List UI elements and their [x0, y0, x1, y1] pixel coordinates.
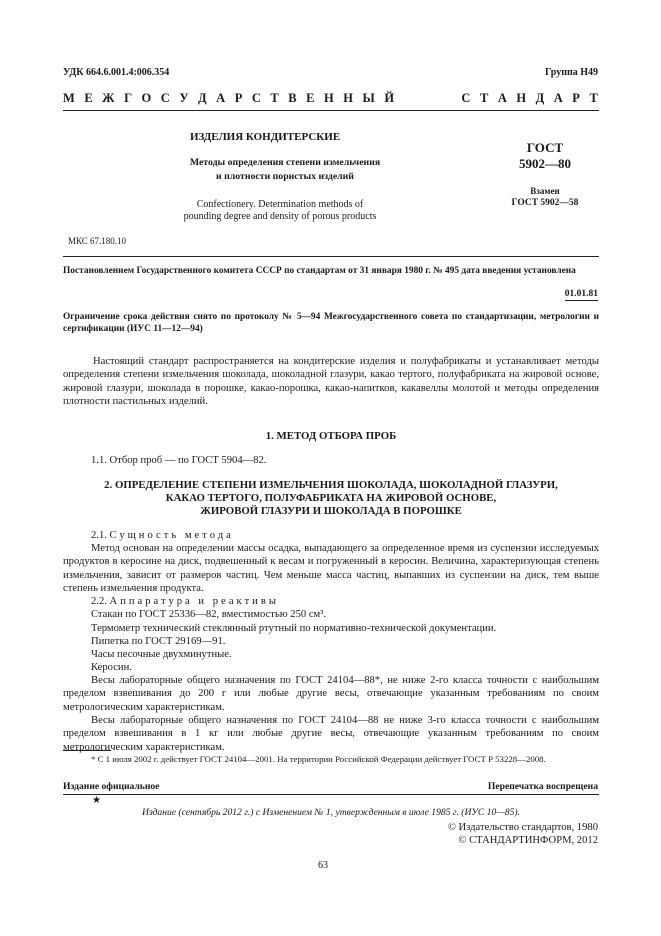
- apparatus-item: Пипетка по ГОСТ 29169—91.: [91, 636, 226, 647]
- section-2-2-number: 2.2.: [91, 596, 107, 607]
- gost-label: ГОСТ: [526, 140, 564, 155]
- section-2-1-text: Метод основан на определении массы осадка, выпадающего за определенное время из суспензии исследуемых продуктов в керосине на диск, подвешенный к весам и погруженный в керосин. Величина, характеризующая степень измельчения, зависит от размеров частиц. Чем меньше масса частиц, выпавших из суспензии на диск, тем выше степень измельчения продукта.: [63, 543, 599, 595]
- section-2-1-heading: [91, 529, 234, 542]
- apparatus-item: Керосин.: [91, 662, 132, 673]
- star-icon: ★: [92, 795, 101, 806]
- english-title-line-2: pounding degree and density of porous products: [183, 211, 377, 222]
- section-2-heading-line-2: КАКАО ТЕРТОГО, ПОЛУФАБРИКАТА НА ЖИРОВОЙ ОСНОВЕ,: [165, 492, 497, 504]
- apparatus-item: Часы песочные двухминутные.: [91, 649, 232, 660]
- decree-text: Постановлением Государственного комитета СССР по стандартам от 31 января 1980 г. № 495 дата введения установлена: [63, 266, 576, 276]
- section-2-1-title: Сущность метода: [109, 530, 234, 541]
- edition-note: Издание (сентябрь 2012 г.) с Изменением № 1, утвержденным в июле 1985 г. (ИУС 10—85).: [142, 807, 520, 818]
- apparatus-item: Стакан по ГОСТ 25336—82, вместимостью 250 см³.: [91, 609, 327, 620]
- section-2-heading-line-1: 2. ОПРЕДЕЛЕНИЕ СТЕПЕНИ ИЗМЕЛЬЧЕНИЯ ШОКОЛАДА, ШОКОЛАДНОЙ ГЛАЗУРИ,: [104, 479, 558, 491]
- decree-date: 01.01.81: [564, 289, 598, 299]
- copyright-1980: © Издательство стандартов, 1980: [447, 822, 598, 833]
- english-title-line-1: Confectionery. Determination methods of: [196, 199, 364, 210]
- section-1-heading: 1. МЕТОД ОТБОРА ПРОБ: [265, 430, 397, 442]
- section-2-1-number: 2.1.: [91, 530, 107, 541]
- section-2-heading-line-3: ЖИРОВОЙ ГЛАЗУРИ И ШОКОЛАДА В ПОРОШКЕ: [200, 505, 462, 517]
- udk-code: УДК 664.6.001.4:006.354: [63, 67, 170, 78]
- replaces-value: ГОСТ 5902—58: [511, 198, 579, 208]
- intro-paragraph: Настоящий стандарт распространяется на кондитерские изделия и полуфабрикаты и устанавливает методы определения степени измельчения шоколада, шоколадной глазури, какао тертого, полуфабриката на жировой основе, жировой глазури, шоколада в порошке, какао-порошка, какао-напитков, какавеллы молотой и методы определения плотности пастильных изделий.: [63, 356, 599, 408]
- subtitle-line-1: Методы определения степени измельчения: [189, 157, 381, 168]
- document-title: ИЗДЕЛИЯ КОНДИТЕРСКИЕ: [190, 131, 341, 143]
- scales-paragraph-1: Весы лабораторные общего назначения по ГОСТ 24104—88*, не ниже 2-го класса точности с наибольшим пределом взвешивания до 200 г или любые другие весы, отвечающие указанным требованиям по своим метрологическим характеристикам.: [63, 675, 599, 713]
- apparatus-item: Термометр технический стеклянный ртутный по нормативно-технической документации.: [91, 623, 497, 634]
- official-edition-label: Издание официальное: [63, 781, 160, 792]
- footnote-rule: [63, 750, 111, 751]
- copyright-2012: © СТАНДАРТИНФОРМ, 2012: [458, 835, 598, 846]
- banner-rule: [63, 110, 599, 111]
- footer-rule: [63, 794, 599, 795]
- section-1-1-text: 1.1. Отбор проб — по ГОСТ 5904—82.: [91, 455, 267, 466]
- banner-standard: С Т А Н Д А Р Т: [461, 91, 601, 105]
- subtitle-line-2: и плотности пористых изделий: [216, 171, 354, 182]
- replaces-label: Взамен: [530, 186, 560, 196]
- page-number: 63: [318, 860, 328, 871]
- section-2-2-title: Аппаратура и реактивы: [109, 596, 279, 607]
- gost-number: 5902—80: [519, 156, 571, 171]
- limitation-text: Ограничение срока действия снято по протоколу № 5—94 Межгосударственного совета по стандартизации, метрологии и сертификации (ИУС 11—12—94): [63, 312, 599, 334]
- reprint-prohibited-label: Перепечатка воспрещена: [487, 781, 598, 792]
- group-code: Группа Н49: [545, 67, 598, 78]
- footnote-text: * С 1 июля 2002 г. действует ГОСТ 24104—2001. На территории Российской Федерации действует ГОСТ Р 53228—2008.: [91, 754, 546, 764]
- mks-code: МКС 67.180.10: [68, 236, 127, 246]
- title-rule: [63, 256, 599, 257]
- scales-paragraph-2: Весы лабораторные общего назначения по ГОСТ 24104—88 не ниже 3-го класса точности с наибольшим пределом взвешивания в 1 кг или любые другие весы, отвечающие указанным требованиям по своим метрологическим характеристикам.: [63, 715, 599, 753]
- section-2-2-heading: [91, 595, 279, 608]
- banner-interstate: М Е Ж Г О С У Д А Р С Т В Е Н Н Ы Й: [63, 91, 398, 105]
